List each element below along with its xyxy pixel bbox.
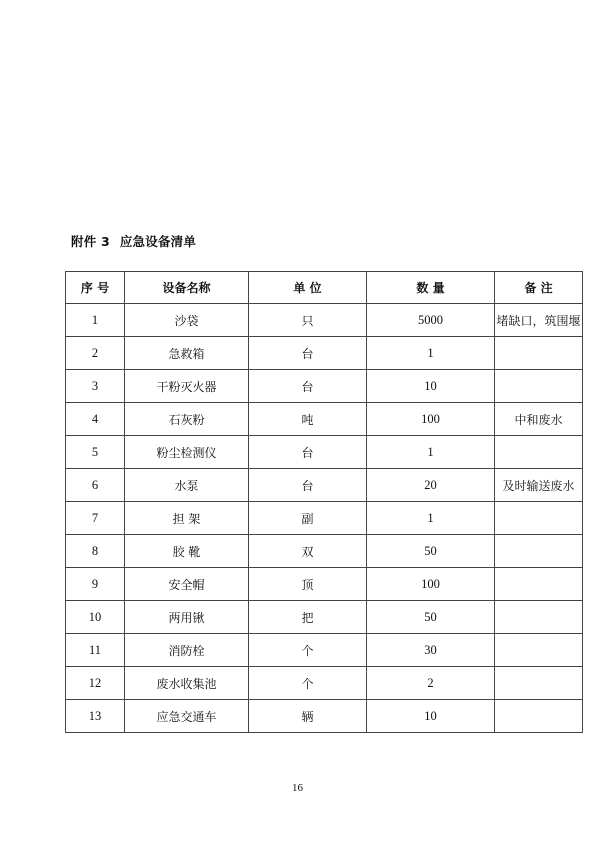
cell-quantity: 1 <box>367 436 495 469</box>
cell-remarks <box>495 700 583 733</box>
cell-quantity: 100 <box>367 403 495 436</box>
cell-quantity: 50 <box>367 535 495 568</box>
cell-unit: 辆 <box>249 700 367 733</box>
cell-quantity: 30 <box>367 634 495 667</box>
cell-index: 11 <box>66 634 125 667</box>
cell-quantity: 10 <box>367 700 495 733</box>
list-title: 应急设备清单 <box>119 234 197 249</box>
cell-remarks: 中和废水 <box>495 403 583 436</box>
cell-remarks <box>495 370 583 403</box>
header-index: 序 号 <box>66 272 125 304</box>
cell-equipment-name: 消防栓 <box>125 634 249 667</box>
cell-quantity: 50 <box>367 601 495 634</box>
header-quantity: 数 量 <box>367 272 495 304</box>
cell-remarks: 堵缺口，筑围堰 <box>495 304 583 337</box>
header-remarks: 备 注 <box>495 272 583 304</box>
table-row <box>66 304 583 337</box>
table-row <box>66 634 583 667</box>
cell-unit: 只 <box>249 304 367 337</box>
table-row <box>66 469 583 502</box>
table-row <box>66 568 583 601</box>
header-unit: 单 位 <box>249 272 367 304</box>
cell-unit: 把 <box>249 601 367 634</box>
page-number: 16 <box>292 782 303 794</box>
table-row <box>66 700 583 733</box>
attachment-label: 附件 3 <box>71 234 110 249</box>
cell-index: 4 <box>66 403 125 436</box>
cell-remarks <box>495 535 583 568</box>
cell-index: 8 <box>66 535 125 568</box>
cell-index: 3 <box>66 370 125 403</box>
cell-unit: 双 <box>249 535 367 568</box>
table-row <box>66 535 583 568</box>
equipment-table <box>65 271 583 733</box>
cell-equipment-name: 急救箱 <box>125 337 249 370</box>
table-row <box>66 337 583 370</box>
cell-index: 7 <box>66 502 125 535</box>
cell-index: 13 <box>66 700 125 733</box>
cell-index: 5 <box>66 436 125 469</box>
cell-index: 12 <box>66 667 125 700</box>
cell-equipment-name: 石灰粉 <box>125 403 249 436</box>
cell-equipment-name: 胶 靴 <box>125 535 249 568</box>
cell-unit: 个 <box>249 667 367 700</box>
cell-equipment-name: 沙袋 <box>125 304 249 337</box>
header-equipment-name: 设备名称 <box>125 272 249 304</box>
cell-quantity: 10 <box>367 370 495 403</box>
cell-unit: 副 <box>249 502 367 535</box>
cell-remarks <box>495 337 583 370</box>
cell-index: 9 <box>66 568 125 601</box>
table-row <box>66 370 583 403</box>
cell-quantity: 5000 <box>367 304 495 337</box>
cell-remarks <box>495 601 583 634</box>
cell-unit: 个 <box>249 634 367 667</box>
cell-quantity: 2 <box>367 667 495 700</box>
table-row <box>66 601 583 634</box>
cell-index: 1 <box>66 304 125 337</box>
table-row <box>66 667 583 700</box>
cell-equipment-name: 干粉灭火器 <box>125 370 249 403</box>
cell-index: 6 <box>66 469 125 502</box>
table-row <box>66 502 583 535</box>
cell-quantity: 20 <box>367 469 495 502</box>
cell-quantity: 1 <box>367 337 495 370</box>
cell-unit: 顶 <box>249 568 367 601</box>
cell-unit: 吨 <box>249 403 367 436</box>
cell-unit: 台 <box>249 469 367 502</box>
cell-unit: 台 <box>249 337 367 370</box>
cell-equipment-name: 应急交通车 <box>125 700 249 733</box>
cell-equipment-name: 担 架 <box>125 502 249 535</box>
cell-quantity: 1 <box>367 502 495 535</box>
table-body <box>66 304 583 733</box>
cell-equipment-name: 粉尘检测仪 <box>125 436 249 469</box>
cell-index: 2 <box>66 337 125 370</box>
cell-remarks <box>495 502 583 535</box>
cell-remarks <box>495 667 583 700</box>
cell-index: 10 <box>66 601 125 634</box>
cell-equipment-name: 废水收集池 <box>125 667 249 700</box>
cell-remarks <box>495 436 583 469</box>
table-header-row <box>66 272 583 304</box>
cell-unit: 台 <box>249 436 367 469</box>
cell-quantity: 100 <box>367 568 495 601</box>
cell-equipment-name: 安全帽 <box>125 568 249 601</box>
cell-remarks <box>495 634 583 667</box>
cell-remarks <box>495 568 583 601</box>
page-heading <box>71 232 196 250</box>
cell-equipment-name: 两用锹 <box>125 601 249 634</box>
cell-equipment-name: 水泵 <box>125 469 249 502</box>
cell-remarks: 及时输送废水 <box>495 469 583 502</box>
table-row <box>66 403 583 436</box>
cell-unit: 台 <box>249 370 367 403</box>
table-row <box>66 436 583 469</box>
